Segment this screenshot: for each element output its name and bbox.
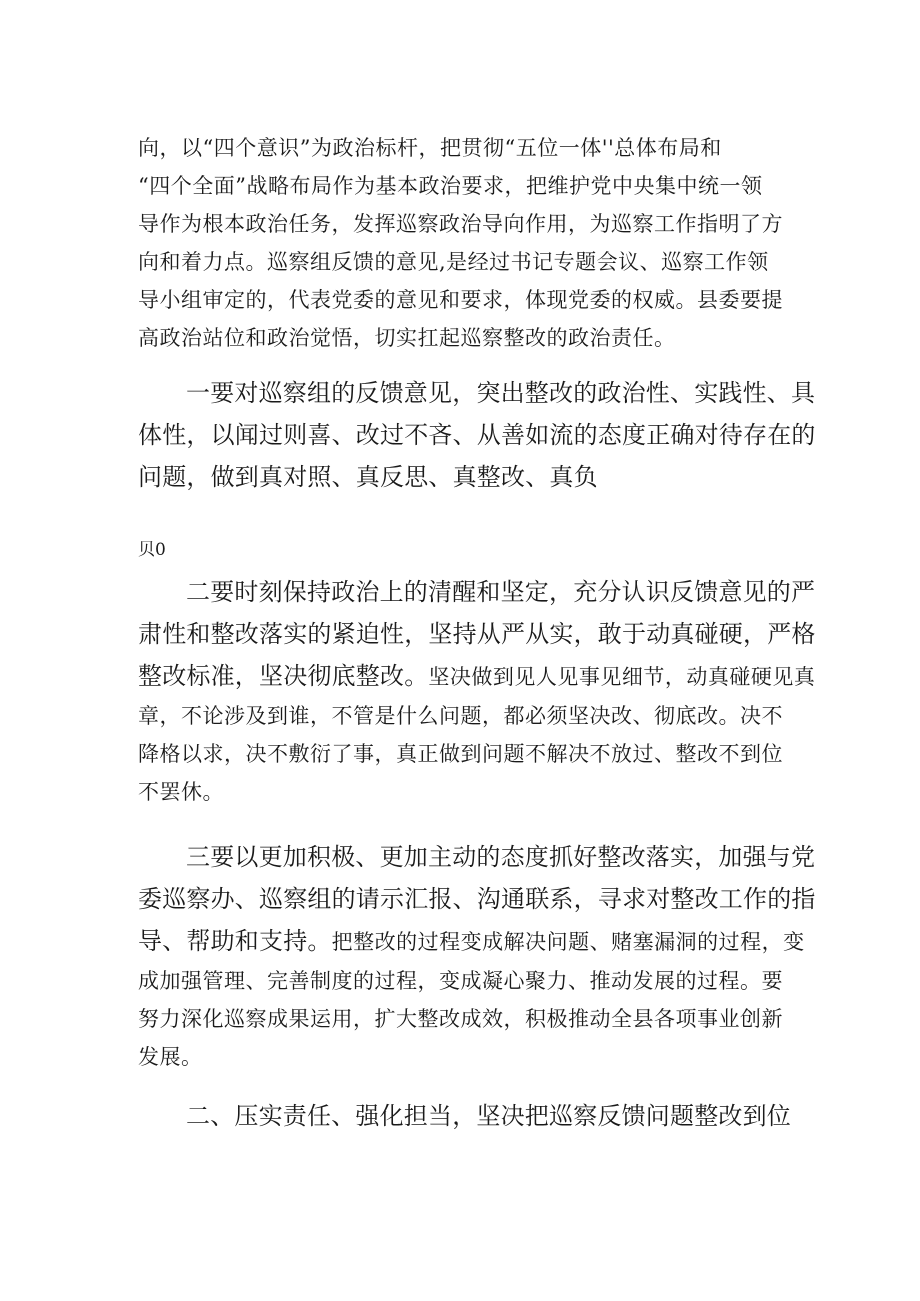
orphan-line (138, 538, 798, 562)
paragraph-line: 努力深化巡察成果运用，扩大整改成效，积极推动全县各项事业创新 (138, 1007, 783, 1031)
heading-text: 二、压实责任、强化担当，坚决把巡察反馈问题整改到位 (186, 1102, 791, 1130)
paragraph-line: 肃性和整改落实的紧迫性，坚持从严从实，敢于动真碰硬，严格 (138, 620, 816, 648)
paragraph-line-mixed (138, 655, 816, 698)
paragraph-3 (138, 571, 816, 811)
paragraph-line: 降格以求，决不敷衍了事，真正做到问题不解决不放过、整改不到位 (138, 742, 783, 766)
emphasis-text: 整改标准，坚决彻底整改。 (138, 662, 429, 690)
section-heading (138, 1095, 798, 1137)
paragraph-line: 高政治站位和政治觉悟，切实扛起巡察整改的政治责任。 (138, 326, 676, 350)
paragraph-line: 问题，做到真对照、真反思、真整改、真负 (138, 463, 598, 491)
emphasis-text: 导、帮助和支持。 (138, 927, 332, 955)
regular-text: 坚决做到见人见事见细节，动真碰硬见真 (428, 665, 816, 689)
paragraph-line: 发展。 (138, 1045, 203, 1069)
paragraph-line: 二要时刻保持政治上的清醒和坚定，充分认识反馈意见的严 (186, 578, 816, 606)
paragraph-1 (138, 129, 798, 357)
paragraph-line: 导作为根本政治任务，发挥巡察政治导向作用，为巡察工作指明了方 (138, 212, 783, 236)
paragraph-line: “四个全面”战略布局作为基本政治要求，把维护党中央集中统一领 (138, 174, 763, 198)
paragraph-line: 成加强管理、完善制度的过程，变成凝心聚力、推动发展的过程。要 (138, 969, 783, 993)
paragraph-line: 章，不论涉及到谁，不管是什么问题，都必须坚决改、彻底改。决不 (138, 704, 783, 728)
paragraph-4 (138, 836, 816, 1076)
paragraph-line: 体性，以闻过则喜、改过不吝、从善如流的态度正确对待存在的 (138, 421, 816, 449)
paragraph-line: 委巡察办、巡察组的请示汇报、沟通联系，寻求对整改工作的指 (138, 885, 816, 913)
paragraph-line: 三要以更加积极、更加主动的态度抓好整改落实，加强与党 (186, 843, 816, 871)
paragraph-line: 导小组审定的，代表党委的意见和要求，体现党委的权威。县委要提 (138, 288, 783, 312)
paragraph-line-mixed (138, 920, 805, 963)
paragraph-2 (138, 372, 816, 498)
paragraph-line: 向和着力点。巡察组反馈的意见,是经过书记专题会议、巡察工作领 (138, 250, 769, 274)
paragraph-line: 一要对巡察组的反馈意见，突出整改的政治性、实践性、具 (186, 379, 816, 407)
orphan-text: 贝0 (138, 540, 166, 560)
paragraph-line: 向，以“四个意识”为政治标杆，把贯彻“五位一体''总体布局和 (138, 136, 722, 160)
regular-text: 把整改的过程变成解决问题、赌塞漏洞的过程，变 (331, 930, 805, 954)
paragraph-line: 不罢休。 (138, 780, 224, 804)
